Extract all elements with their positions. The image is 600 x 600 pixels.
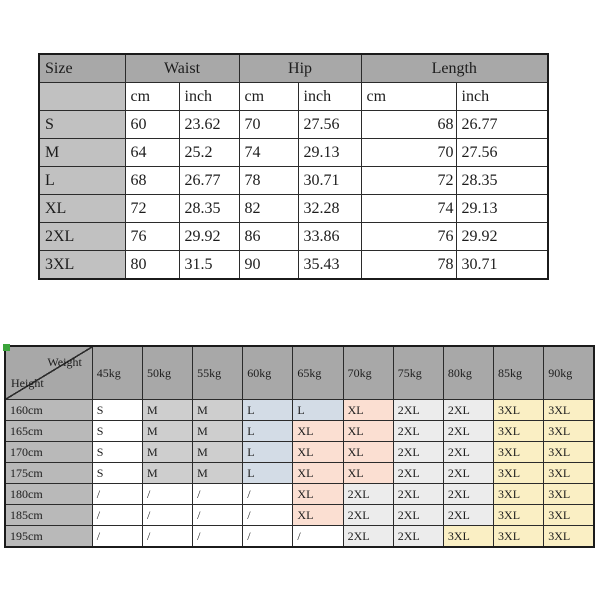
size-row [39,167,548,195]
unit-header: inch [179,83,239,111]
recommended-size-cell: L [293,400,343,421]
recommended-size-cell: M [142,463,192,484]
size-measurement-table [38,53,549,280]
waist-group-header: Waist [125,54,239,83]
size-label-cell: S [39,111,125,139]
size-row [39,195,548,223]
recommended-size-cell: M [142,421,192,442]
size-row [39,139,548,167]
measurement-cell: 68 [125,167,179,195]
recommended-size-cell: 3XL [544,526,594,548]
recommended-size-cell: / [243,505,293,526]
recommended-size-cell: L [243,463,293,484]
height-row [5,442,594,463]
weight-axis-label: Weight [47,355,82,369]
recommended-size-cell: L [243,400,293,421]
height-row [5,463,594,484]
height-weight-corner-cell [5,346,92,400]
recommended-size-cell: XL [343,421,393,442]
measurement-cell: 35.43 [298,251,361,280]
recommended-size-cell: XL [293,505,343,526]
length-group-header: Length [361,54,548,83]
measurement-cell: 70 [361,139,456,167]
recommended-size-cell: 2XL [393,442,443,463]
height-row [5,484,594,505]
recommended-size-cell: 2XL [393,421,443,442]
recommended-size-cell: M [142,442,192,463]
recommended-size-cell: / [92,484,142,505]
measurement-cell: 76 [125,223,179,251]
recommended-size-cell: XL [343,400,393,421]
recommended-size-cell: / [142,484,192,505]
recommended-size-cell: XL [293,442,343,463]
recommended-size-cell: / [243,484,293,505]
recommended-size-cell: 3XL [494,484,544,505]
recommended-size-cell: / [92,505,142,526]
measurement-cell: 33.86 [298,223,361,251]
weight-column-header: 90kg [544,346,594,400]
recommended-size-cell: 3XL [544,463,594,484]
recommended-size-cell: S [92,463,142,484]
recommended-size-cell: 3XL [494,463,544,484]
measurement-cell: 31.5 [179,251,239,280]
measurement-cell: 32.28 [298,195,361,223]
recommended-size-cell: M [193,421,243,442]
unit-header: cm [361,83,456,111]
weight-column-header: 75kg [393,346,443,400]
recommended-size-cell: L [243,442,293,463]
recommended-size-cell: / [293,526,343,548]
height-row [5,400,594,421]
recommended-size-cell: 2XL [343,505,393,526]
recommended-size-cell: / [193,526,243,548]
recommended-size-cell: / [142,526,192,548]
recommended-size-cell: S [92,400,142,421]
height-label-cell: 195cm [5,526,92,548]
recommended-size-cell: XL [343,463,393,484]
recommended-size-cell: 3XL [494,505,544,526]
recommended-size-cell: / [142,505,192,526]
height-label-cell: 185cm [5,505,92,526]
height-row [5,505,594,526]
measurement-cell: 68 [361,111,456,139]
recommended-size-cell: 2XL [343,526,393,548]
recommended-size-cell: M [193,442,243,463]
recommended-size-cell: XL [343,442,393,463]
recommended-size-cell: 2XL [443,421,493,442]
recommended-size-cell: 2XL [393,463,443,484]
weight-column-header: 85kg [494,346,544,400]
recommended-size-cell: / [193,505,243,526]
size-row [39,251,548,280]
size-label-cell: 3XL [39,251,125,280]
height-label-cell: 170cm [5,442,92,463]
measurement-cell: 78 [361,251,456,280]
weight-column-header: 70kg [343,346,393,400]
recommended-size-cell: 3XL [544,442,594,463]
recommended-size-cell: M [193,463,243,484]
recommended-size-cell: 2XL [393,505,443,526]
height-label-cell: 165cm [5,421,92,442]
weight-column-header: 55kg [193,346,243,400]
size-row [39,111,548,139]
recommended-size-cell: / [193,484,243,505]
weight-column-header: 50kg [142,346,192,400]
recommended-size-cell: 2XL [443,484,493,505]
size-label-cell: L [39,167,125,195]
size-label-cell: M [39,139,125,167]
measurement-cell: 72 [125,195,179,223]
recommended-size-cell: 2XL [443,463,493,484]
recommended-size-cell: 2XL [393,400,443,421]
measurement-cell: 60 [125,111,179,139]
recommended-size-cell: 3XL [494,442,544,463]
recommended-size-cell: / [92,526,142,548]
recommended-size-cell: M [193,400,243,421]
height-axis-label: Height [11,376,44,390]
height-weight-table [4,345,595,548]
measurement-cell: 82 [239,195,298,223]
recommended-size-cell: 2XL [343,484,393,505]
recommended-size-cell: 3XL [494,526,544,548]
recommended-size-cell: 3XL [494,421,544,442]
measurement-cell: 30.71 [298,167,361,195]
recommended-size-cell: 3XL [544,421,594,442]
measurement-cell: 74 [361,195,456,223]
recommended-size-cell: XL [293,421,343,442]
recommended-size-cell: / [243,526,293,548]
weight-column-header: 80kg [443,346,493,400]
weight-column-header: 60kg [243,346,293,400]
height-label-cell: 160cm [5,400,92,421]
measurement-cell: 29.92 [456,223,548,251]
weight-column-header: 45kg [92,346,142,400]
recommended-size-cell: 3XL [544,484,594,505]
measurement-cell: 64 [125,139,179,167]
recommended-size-cell: M [142,400,192,421]
height-label-cell: 180cm [5,484,92,505]
measurement-cell: 27.56 [298,111,361,139]
unit-header: cm [239,83,298,111]
selection-marker [3,344,10,351]
measurement-cell: 86 [239,223,298,251]
measurement-cell: 90 [239,251,298,280]
height-row [5,526,594,548]
measurement-cell: 29.13 [298,139,361,167]
hip-group-header: Hip [239,54,361,83]
recommended-size-cell: S [92,421,142,442]
measurement-cell: 29.13 [456,195,548,223]
measurement-cell: 76 [361,223,456,251]
recommended-size-cell: 3XL [544,505,594,526]
measurement-cell: 78 [239,167,298,195]
measurement-cell: 80 [125,251,179,280]
recommended-size-cell: 3XL [494,400,544,421]
measurement-cell: 25.2 [179,139,239,167]
recommended-size-cell: XL [293,463,343,484]
measurement-cell: 28.35 [456,167,548,195]
height-row [5,421,594,442]
recommended-size-cell: 3XL [443,526,493,548]
size-label-cell: 2XL [39,223,125,251]
unit-header: inch [456,83,548,111]
measurement-cell: 30.71 [456,251,548,280]
recommended-size-cell: 3XL [544,400,594,421]
recommended-size-cell: 2XL [443,505,493,526]
size-column-header: Size [39,54,125,83]
empty-corner-cell [39,83,125,111]
recommended-size-cell: 2XL [443,442,493,463]
recommended-size-cell: 2XL [393,484,443,505]
measurement-cell: 26.77 [179,167,239,195]
height-label-cell: 175cm [5,463,92,484]
weight-column-header: 65kg [293,346,343,400]
size-label-cell: XL [39,195,125,223]
recommended-size-cell: L [243,421,293,442]
measurement-cell: 72 [361,167,456,195]
unit-header: cm [125,83,179,111]
measurement-cell: 29.92 [179,223,239,251]
measurement-cell: 26.77 [456,111,548,139]
recommended-size-cell: XL [293,484,343,505]
recommended-size-cell: 2XL [393,526,443,548]
measurement-cell: 23.62 [179,111,239,139]
recommended-size-cell: S [92,442,142,463]
size-row [39,223,548,251]
measurement-cell: 27.56 [456,139,548,167]
measurement-cell: 70 [239,111,298,139]
recommended-size-cell: 2XL [443,400,493,421]
unit-header: inch [298,83,361,111]
measurement-cell: 74 [239,139,298,167]
measurement-cell: 28.35 [179,195,239,223]
